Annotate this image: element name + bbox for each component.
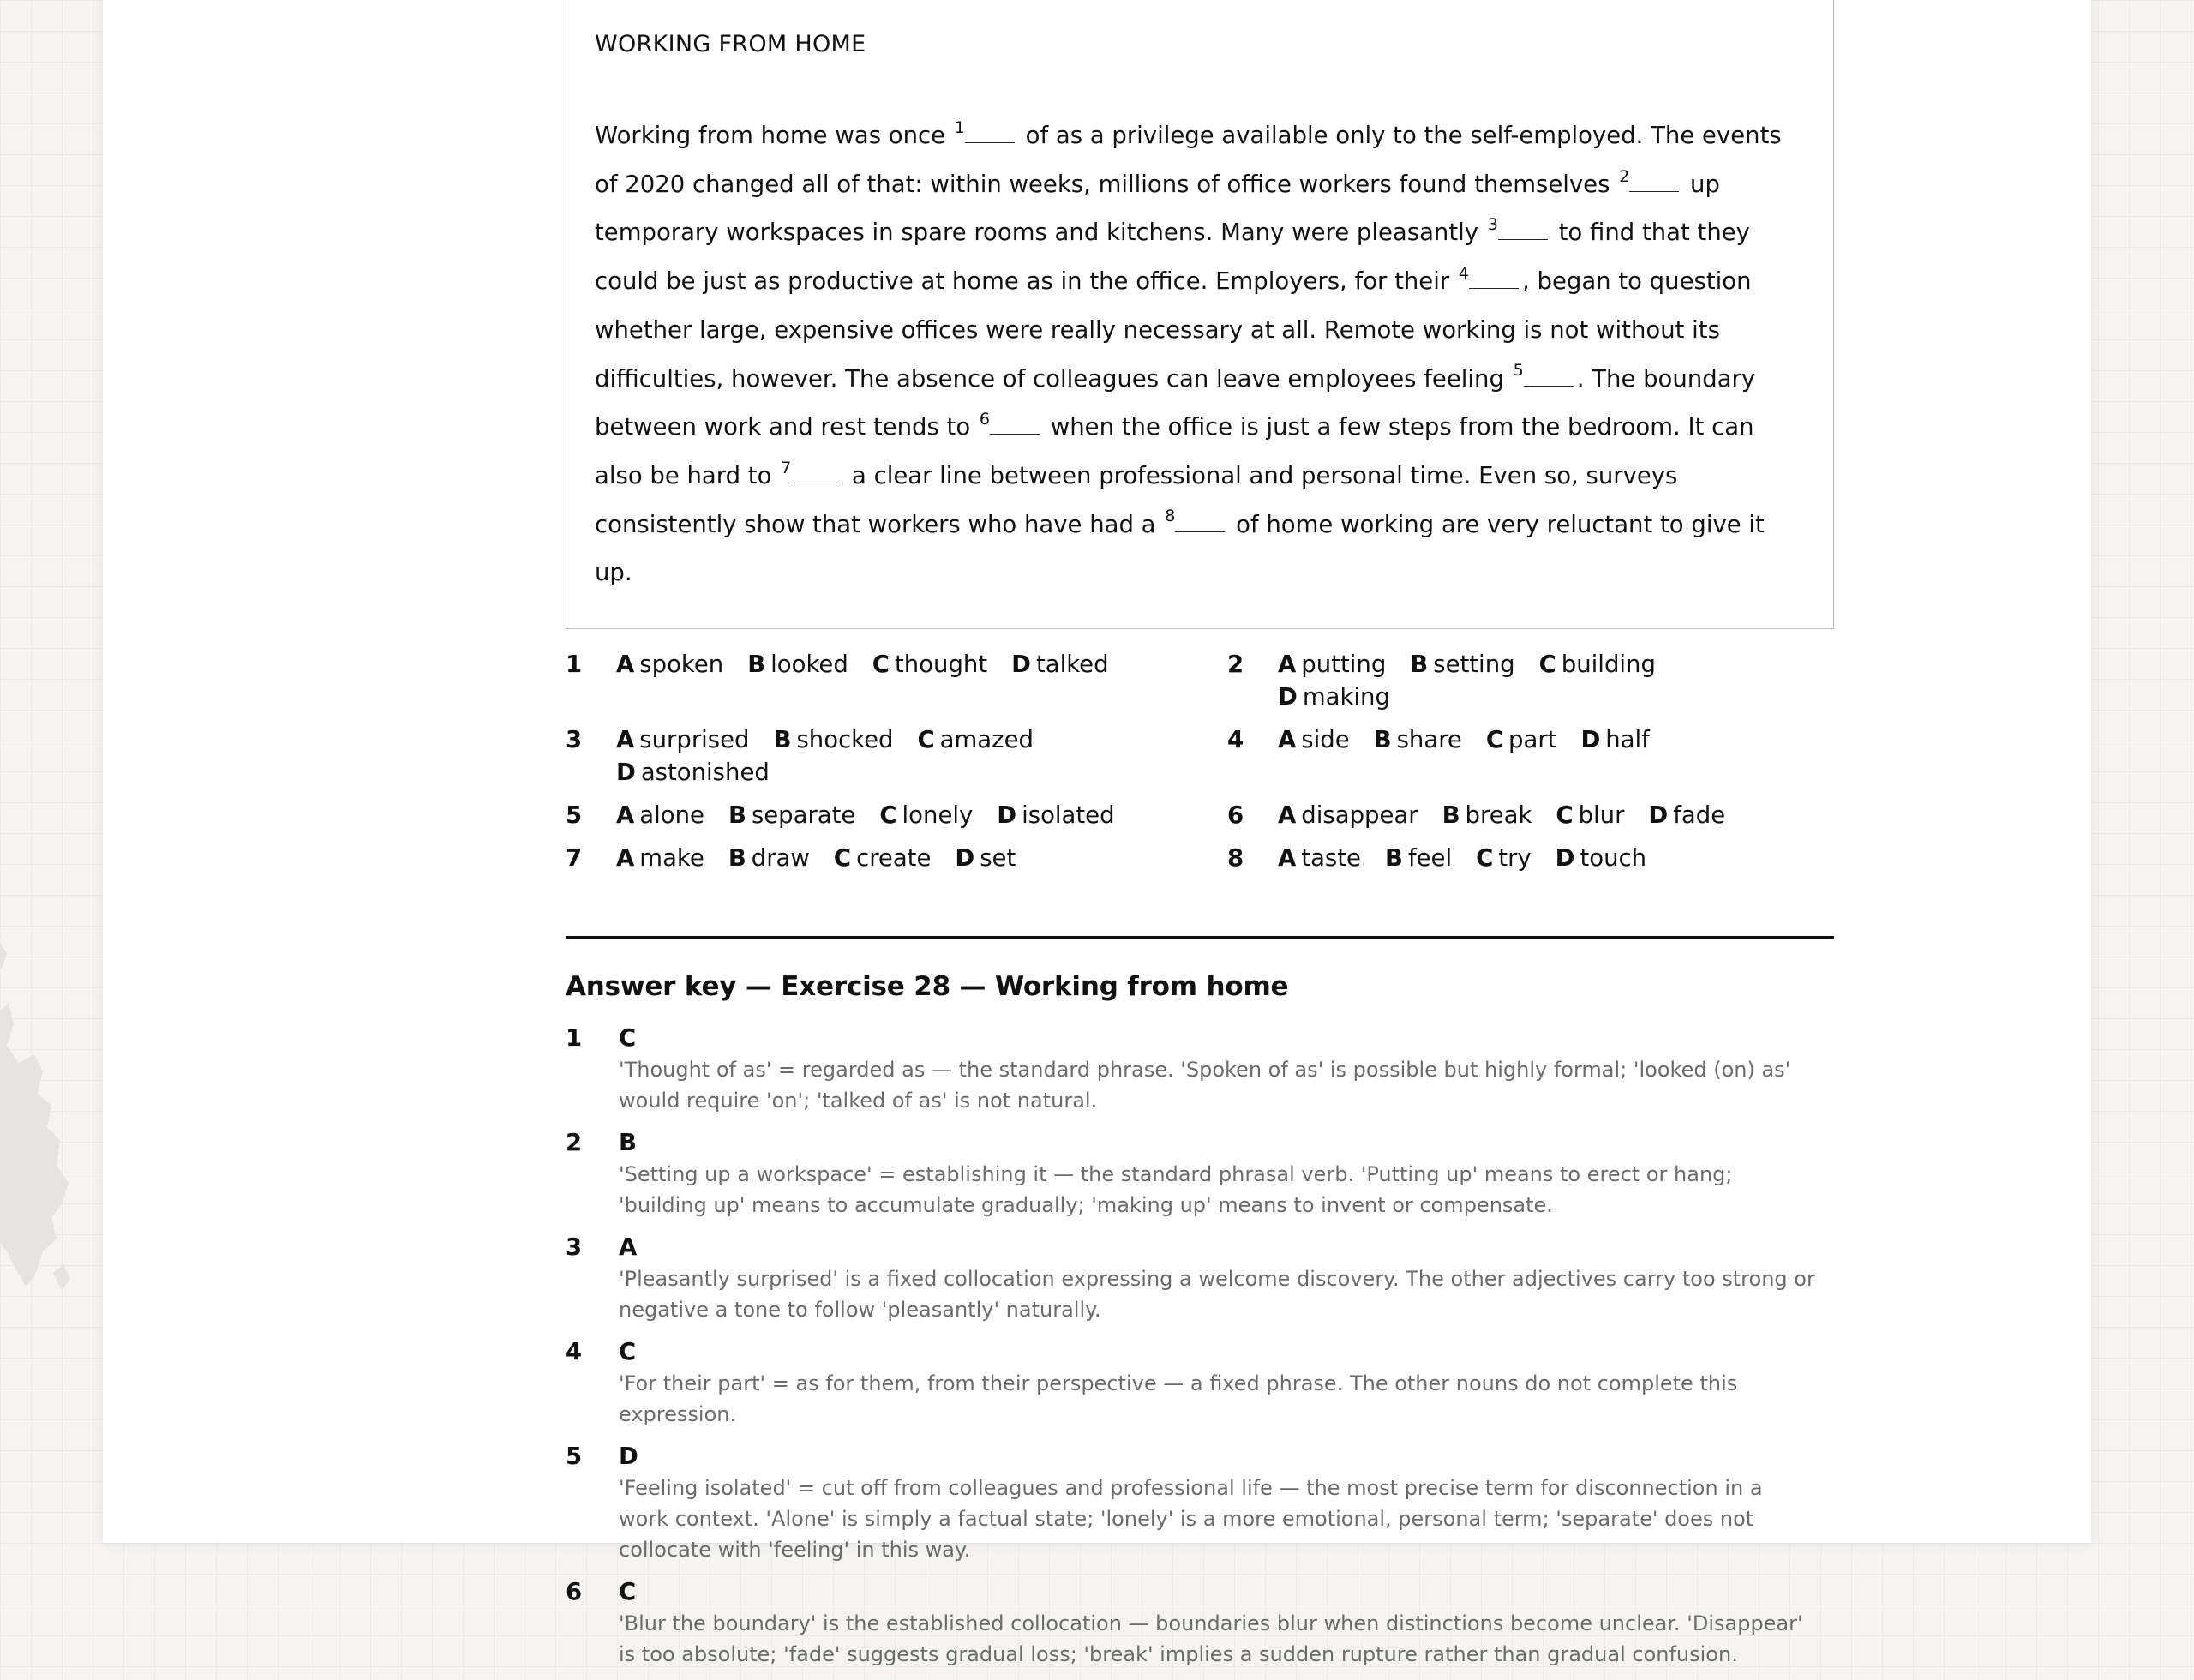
option-4-b[interactable]: [1374, 723, 1462, 756]
option-5-a[interactable]: [616, 799, 704, 831]
answer-letter: D: [619, 1442, 638, 1470]
option-1-a[interactable]: [616, 648, 723, 681]
question-7: [566, 842, 1227, 874]
option-letter: B: [1442, 801, 1460, 830]
gap-blank-line[interactable]: [965, 141, 1015, 143]
option-5-c[interactable]: [879, 799, 973, 831]
option-6-b[interactable]: [1442, 799, 1532, 831]
answer-number: 2: [566, 1128, 583, 1156]
option-text: talked: [1035, 651, 1109, 679]
option-text: separate: [751, 801, 856, 830]
question-number: 4: [1227, 726, 1244, 754]
option-letter: C: [879, 801, 897, 830]
option-4-d[interactable]: [1580, 723, 1649, 756]
answer-letter: C: [619, 1337, 637, 1365]
answer-letter: A: [619, 1233, 638, 1261]
answer-number: 1: [566, 1023, 583, 1052]
worksheet-content: [566, 0, 1834, 1680]
option-7-d[interactable]: [955, 842, 1016, 874]
gap-blank-line[interactable]: [1498, 238, 1548, 240]
option-text: try: [1498, 844, 1532, 873]
question-number: 8: [1227, 844, 1244, 873]
option-letter: B: [747, 651, 766, 679]
option-4-c[interactable]: [1486, 723, 1557, 756]
question-options: [1278, 842, 1834, 874]
option-letter: C: [1485, 726, 1504, 754]
question-options: [1278, 799, 1834, 831]
option-text: lonely: [902, 801, 974, 830]
option-letter: B: [728, 801, 746, 830]
question-6: [1227, 799, 1834, 831]
option-5-d[interactable]: [997, 799, 1114, 831]
answer-explanation: 'Blur the boundary' is the established collocation — boundaries blur when distinctions become unclear. 'Disappear' is too absolute; 'fade' suggests gradual loss; 'break' implies a sudden rupture rather than gradual confusion.: [619, 1611, 1803, 1666]
option-text: setting: [1433, 651, 1515, 679]
option-text: blur: [1578, 801, 1625, 830]
option-text: share: [1396, 726, 1462, 754]
answer-number: 3: [566, 1233, 583, 1261]
option-1-b[interactable]: [747, 648, 848, 681]
option-letter: C: [872, 651, 890, 679]
answer-body: [619, 1335, 1834, 1430]
answer-key-title: Answer key — Exercise 28 — Working from home: [566, 970, 1289, 1002]
answer-letter: C: [619, 1577, 637, 1605]
option-7-c[interactable]: [834, 842, 931, 874]
background-map-decoration: [0, 943, 111, 1371]
option-1-c[interactable]: [872, 648, 987, 681]
option-5-b[interactable]: [728, 799, 855, 831]
passage-segment: up temporary workspaces in spare rooms and kitchens. Many were pleasantly: [595, 170, 1720, 247]
question-number: 1: [566, 651, 583, 679]
option-3-c[interactable]: [917, 723, 1034, 756]
option-text: taste: [1301, 844, 1361, 873]
option-text: making: [1302, 683, 1390, 711]
passage-box: [566, 0, 1834, 629]
question-1: [566, 648, 1227, 713]
question-options: [616, 648, 1227, 713]
option-text: amazed: [939, 726, 1034, 754]
question-number: 7: [566, 844, 583, 873]
gap-7[interactable]: [779, 458, 844, 489]
question-number: 5: [566, 801, 583, 830]
option-letter: B: [1384, 844, 1403, 873]
gap-5[interactable]: [1512, 361, 1577, 393]
section-divider: [566, 936, 1834, 939]
gap-2[interactable]: [1617, 166, 1682, 198]
option-letter: B: [1410, 651, 1429, 679]
answer-explanation: 'Feeling isolated' = cut off from colleagues and professional life — the most precise term for disconnection in a work context. 'Alone' is simply a factual state; 'lonely' is a more emotional, personal term; 'separate' does not collocate with 'feeling' in this way.: [619, 1475, 1763, 1562]
option-text: astonished: [640, 759, 770, 787]
option-2-a[interactable]: [1278, 648, 1386, 681]
answer-number: 4: [566, 1337, 583, 1365]
question-number: 3: [566, 726, 583, 754]
option-text: feel: [1407, 844, 1453, 873]
question-8: [1227, 842, 1834, 874]
option-text: isolated: [1022, 801, 1115, 830]
option-text: half: [1605, 726, 1650, 754]
option-letter: B: [1373, 726, 1392, 754]
option-8-b[interactable]: [1385, 842, 1452, 874]
gap-blank-line[interactable]: [791, 482, 841, 483]
option-letter: B: [728, 844, 746, 873]
option-2-d[interactable]: [1278, 681, 1390, 713]
option-letter: C: [833, 844, 852, 873]
question-number: 2: [1227, 651, 1244, 679]
passage-text: [595, 111, 1805, 597]
option-3-a[interactable]: [616, 723, 749, 756]
gap-number: 5: [1513, 361, 1524, 381]
gap-blank-line[interactable]: [990, 433, 1040, 435]
question-options: [1278, 723, 1834, 789]
option-letter: A: [1278, 801, 1297, 830]
answer-key-item: [566, 1126, 1834, 1221]
option-letter: A: [1278, 651, 1297, 679]
passage-segment: when the office is just a few steps from the bedroom. It can also be hard to: [595, 413, 1754, 489]
option-text: building: [1561, 651, 1656, 679]
passage-segment: a clear line between professional and personal time. Even so, surveys consistently show that workers who have had a: [595, 461, 1678, 538]
question-options: [616, 723, 1227, 789]
option-4-a[interactable]: [1278, 723, 1350, 756]
option-text: fade: [1673, 801, 1726, 830]
answer-number: 6: [566, 1577, 583, 1605]
answer-letter: B: [619, 1128, 637, 1156]
option-7-b[interactable]: [728, 842, 810, 874]
gap-number: 1: [954, 117, 965, 137]
option-2-c[interactable]: [1539, 648, 1656, 681]
gap-number: 3: [1487, 215, 1498, 235]
answer-key-item: [566, 1575, 1834, 1670]
answer-body: [619, 1022, 1834, 1116]
question-2: [1227, 648, 1834, 713]
option-letter: A: [1278, 844, 1297, 873]
option-text: draw: [751, 844, 810, 873]
answer-key-list: [566, 1022, 1834, 1670]
option-7-a[interactable]: [616, 842, 704, 874]
gap-1[interactable]: [953, 117, 1018, 149]
option-letter: B: [773, 726, 792, 754]
answer-key-item: [566, 1231, 1834, 1325]
passage-title: WORKING FROM HOME: [595, 31, 866, 57]
option-8-a[interactable]: [1278, 842, 1361, 874]
option-text: disappear: [1301, 801, 1418, 830]
option-text: touch: [1580, 844, 1647, 873]
question-5: [566, 799, 1227, 831]
option-letter: A: [616, 651, 635, 679]
option-8-c[interactable]: [1476, 842, 1532, 874]
answer-explanation: 'Pleasantly surprised' is a fixed collocation expressing a welcome discovery. The other adjectives carry too strong or negative a tone to follow 'pleasantly' naturally.: [619, 1266, 1815, 1322]
option-letter: D: [1278, 683, 1298, 711]
passage-segment: to find that they could be just as productive at home as in the office. Employers, for their: [595, 219, 1750, 296]
option-6-d[interactable]: [1648, 799, 1725, 831]
option-letter: A: [616, 801, 635, 830]
answer-number: 5: [566, 1442, 583, 1470]
option-1-d[interactable]: [1011, 648, 1108, 681]
option-2-b[interactable]: [1410, 648, 1514, 681]
gap-blank-line[interactable]: [1629, 190, 1679, 192]
option-letter: D: [955, 844, 975, 873]
gap-blank-line[interactable]: [1175, 531, 1225, 532]
option-letter: D: [616, 759, 636, 787]
option-letter: D: [1580, 726, 1601, 754]
option-text: looked: [770, 651, 848, 679]
option-letter: A: [616, 726, 635, 754]
gap-number: 8: [1165, 507, 1176, 526]
answer-explanation: 'For their part' = as for them, from their perspective — a fixed phrase. The other nouns do not complete this expression.: [619, 1371, 1738, 1426]
gap-number: 6: [979, 410, 990, 429]
option-text: make: [639, 844, 704, 873]
option-text: set: [980, 844, 1016, 873]
option-letter: A: [616, 844, 635, 873]
question-options: [616, 799, 1227, 831]
passage-segment: . The boundary between work and rest tends to: [595, 364, 1756, 441]
question-3: [566, 723, 1227, 789]
question-4: [1227, 723, 1834, 789]
gap-blank-line[interactable]: [1469, 287, 1519, 289]
option-letter: D: [1555, 844, 1575, 873]
option-letter: D: [1648, 801, 1669, 830]
passage-segment: of as a privilege available only to the self-employed. The events of 2020 changed all of that: within weeks, millions of office workers found themselves: [595, 122, 1782, 198]
answer-body: [619, 1440, 1834, 1565]
option-6-c[interactable]: [1556, 799, 1624, 831]
worksheet-page: [103, 0, 2091, 1666]
option-text: surprised: [639, 726, 750, 754]
answer-key-item: [566, 1022, 1834, 1116]
option-letter: C: [1538, 651, 1556, 679]
option-text: break: [1465, 801, 1532, 830]
gap-number: 2: [1619, 166, 1630, 186]
option-3-b[interactable]: [773, 723, 893, 756]
option-letter: C: [917, 726, 935, 754]
option-letter: D: [1011, 651, 1031, 679]
passage-segment: of home working are very reluctant to give it up.: [595, 510, 1765, 587]
question-number: 6: [1227, 801, 1244, 830]
question-options-grid: [566, 648, 1834, 885]
gap-4[interactable]: [1457, 263, 1522, 295]
question-options: [1278, 648, 1834, 713]
option-text: putting: [1301, 651, 1387, 679]
option-6-a[interactable]: [1278, 799, 1418, 831]
option-text: shocked: [796, 726, 894, 754]
option-text: side: [1301, 726, 1350, 754]
option-text: create: [856, 844, 932, 873]
gap-number: 7: [781, 458, 792, 477]
option-text: thought: [894, 651, 988, 679]
option-letter: D: [997, 801, 1017, 830]
option-3-d[interactable]: [616, 756, 770, 789]
option-text: spoken: [639, 651, 724, 679]
option-text: part: [1508, 726, 1557, 754]
option-letter: C: [1556, 801, 1574, 830]
question-options: [616, 842, 1227, 874]
answer-letter: C: [619, 1023, 637, 1052]
answer-body: [619, 1575, 1834, 1670]
answer-body: [619, 1126, 1834, 1221]
option-8-d[interactable]: [1556, 842, 1646, 874]
gap-blank-line[interactable]: [1524, 385, 1574, 387]
option-letter: A: [1278, 726, 1297, 754]
gap-8[interactable]: [1163, 507, 1228, 538]
answer-body: [619, 1231, 1834, 1325]
passage-segment: Working from home was once: [595, 122, 953, 149]
option-letter: C: [1476, 844, 1494, 873]
answer-explanation: 'Thought of as' = regarded as — the standard phrase. 'Spoken of as' is possible but highly formal; 'looked (on) as' would require 'on'; 'talked of as' is not natural.: [619, 1057, 1791, 1113]
gap-3[interactable]: [1486, 215, 1551, 246]
answer-key-item: [566, 1335, 1834, 1430]
option-text: alone: [639, 801, 704, 830]
answer-explanation: 'Setting up a workspace' = establishing it — the standard phrasal verb. 'Putting up' means to erect or hang; 'building up' means to accumulate gradually; 'making up' means to invent or compensate.: [619, 1161, 1733, 1217]
passage-segment: , began to question whether large, expensive offices were really necessary at all. Remote working is not without its difficulties, however. The absence of colleagues can leave employees feeling: [595, 267, 1752, 393]
answer-key-item: [566, 1440, 1834, 1565]
gap-number: 4: [1458, 263, 1469, 283]
gap-6[interactable]: [978, 410, 1043, 441]
